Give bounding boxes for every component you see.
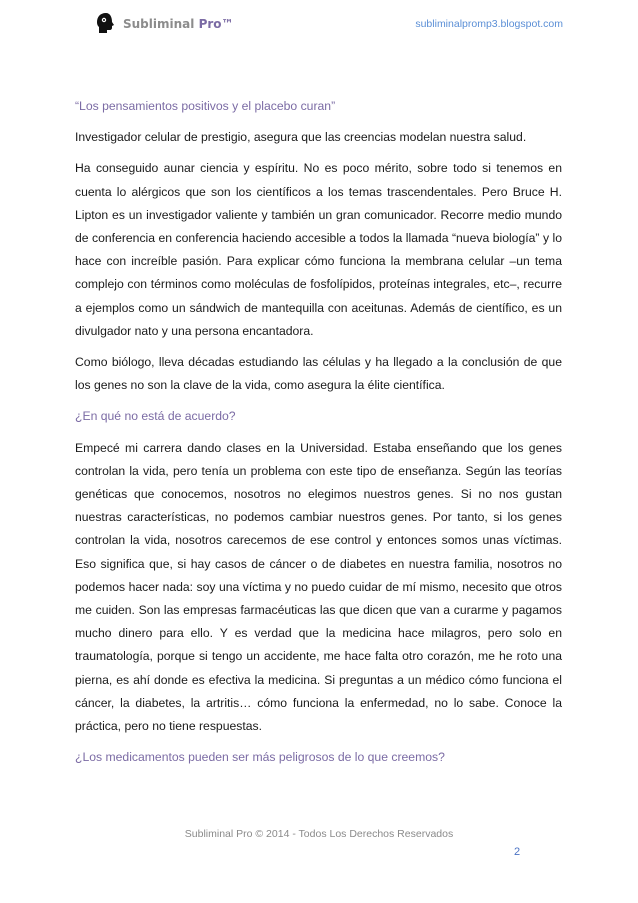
page-number: 2 (514, 846, 521, 858)
page-footer: Subliminal Pro © 2014 - Todos Los Derechos Reservados (184, 828, 454, 840)
brand-text: Subliminal (123, 17, 195, 31)
brand (95, 12, 234, 36)
site-url-link[interactable]: subliminalpromp3.blogspot.com (415, 18, 563, 30)
brand-name (123, 17, 234, 31)
head-silhouette-icon (95, 12, 117, 36)
question-heading-1: ¿En qué no está de acuerdo? (75, 409, 236, 424)
brand-suffix: Pro™ (198, 17, 234, 31)
page-header (95, 12, 563, 42)
question-heading-2: ¿Los medicamentos pueden ser más peligrosos de lo que creemos? (75, 750, 445, 765)
paragraph-biologist: Como biólogo, lleva décadas estudiando las células y ha llegado a la conclusión de que los genes no son la clave de la vida, como asegura la élite científica. (75, 355, 562, 393)
article-lead: Investigador celular de prestigio, asegura que las creencias modelan nuestra salud. (75, 130, 527, 145)
paragraph-intro: Ha conseguido aunar ciencia y espíritu. No es poco mérito, sobre todo si tenemos en cuenta lo alérgicos que son los científicos a los temas trascendentales. Pero Bruce H. Lipton es un investigador valiente y también un gran comunicador. Recorre medio mundo de conferencia en conferencia haciendo accesible a todos la llamada “nueva biología” y lo hace con increíble pasión. Para explicar cómo funciona la membrana celular –un tema complejo con términos como moléculas de fosfolípidos, proteínas integrales, etc–, recurre a ejemplos como un sándwich de mantequilla con aceitunas. Además de científico, es un divulgador nato y una persona encantadora. (75, 161, 562, 338)
paragraph-answer: Empecé mi carrera dando clases en la Universidad. Estaba enseñando que los genes controlan la vida, pero tenía un problema con este tipo de enseñanza. Según las teorías genéticas que conocemos, nosotros no elegimos nuestros genes. Si no nos gustan nuestras características, no podemos cambiar nuestros genes. Por tanto, si los genes controlan la vida, nosotros carecemos de ese control y entonces somos unas víctimas. Eso significa que, si hay casos de cáncer o de diabetes en nuestra familia, nosotros no podemos hacer nada: soy una víctima y no puedo cuidar de mí mismo, necesito que otros me cuiden. Son las empresas farmacéuticas las que dicen que van a curarme y pagamos mucho dinero para ello. Y es verdad que la medicina hace milagros, pero solo en traumatología, porque si tengo un accidente, me hace falta otro corazón, me he roto una pierna, es ahí donde es efectiva la medicina. Si preguntas a un médico cómo funciona el cáncer, la diabetes, la artritis… cómo funciona la enfermedad, no lo sabe. Conoce la práctica, pero no tiene respuestas. (75, 440, 562, 734)
article-body (75, 95, 562, 777)
article-title: “Los pensamientos positivos y el placebo curan” (75, 99, 336, 113)
